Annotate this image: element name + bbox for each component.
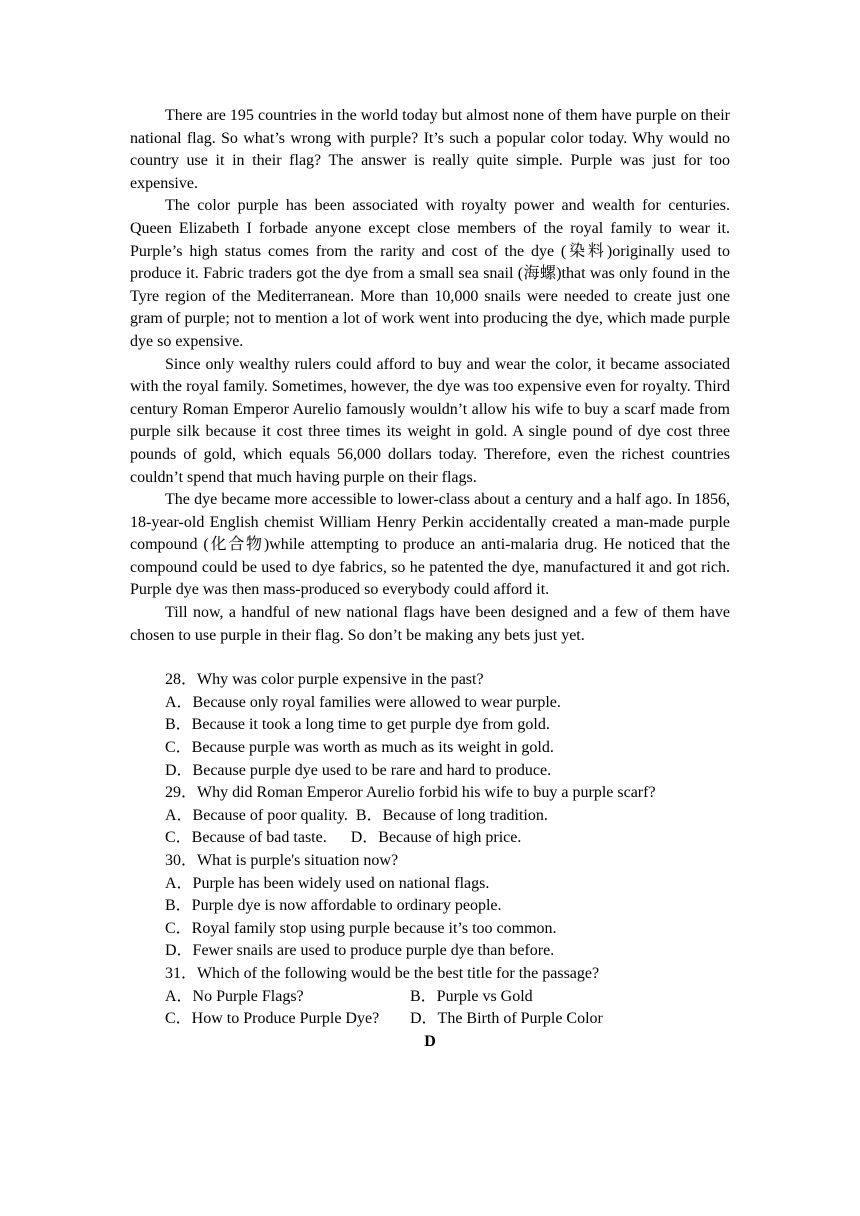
option-b: B．Purple dye is now affordable to ordinary people.	[165, 897, 502, 915]
question-stem: 30．What is purple's situation now?	[165, 852, 399, 869]
options-row-1	[130, 986, 730, 1009]
question-28	[130, 669, 730, 782]
option-c: C．Because purple was worth as much as its weight in gold.	[165, 739, 554, 757]
passage-paragraph-1: There are 195 countries in the world today but almost none of them have purple on their national flag. So what’s wrong with purple? It’s such a popular color today. Why would no country use it in their flag? The answer is really quite simple. Purple was just for too expensive.	[130, 107, 730, 192]
option-d: D．Because purple dye used to be rare and hard to produce.	[165, 761, 552, 779]
passage-paragraph-3: Since only wealthy rulers could afford to buy and wear the color, it became associated with the royal family. Sometimes, however, the dye was too expensive even for royalty. Third century Roman Emperor Aurelio famously wouldn’t allow his wife to buy a scarf made from purple silk because it cost three times its weight in gold. A single pound of dye cost three pounds of gold, which equals 56,000 dollars today. Therefore, even the richest countries couldn’t spend that much having purple on their flags.	[130, 355, 730, 486]
question-31	[130, 963, 730, 1031]
document-page	[130, 105, 730, 1053]
option-d: D．The Birth of Purple Color	[410, 1010, 603, 1028]
question-stem: 29．Why did Roman Emperor Aurelio forbid his wife to buy a purple scarf?	[165, 784, 656, 802]
passage-paragraph-4: The dye became more accessible to lower-class about a century and a half ago. In 1856, 18-year-old English chemist William Henry Perkin accidentally created a man-made purple compound (化合物)while attempting to produce an anti-malaria drug. He noticed that the compound could be used to dye fabrics, so he patented the dye, manufactured it and got rich. Purple dye was then mass-produced so everybody could afford it.	[130, 491, 730, 599]
option-a: A．Purple has been widely used on national flags.	[165, 874, 490, 892]
question-stem: 31．Which of the following would be the best title for the passage?	[165, 964, 600, 982]
passage-paragraph-5: Till now, a handful of new national flags have been designed and a few of them have chosen to use purple in their flag. So don’t be making any bets just yet.	[130, 604, 730, 644]
section-letter-row	[130, 1031, 730, 1054]
section-letter: D	[424, 1032, 436, 1050]
question-29	[130, 782, 730, 850]
option-a: A．Because only royal families were allowed to wear purple.	[165, 693, 561, 711]
options-row-2	[130, 1008, 730, 1031]
options-c-d: C．Because of bad taste. D．Because of high price.	[165, 829, 522, 847]
question-30	[130, 850, 730, 963]
option-b: B．Because it took a long time to get purple dye from gold.	[165, 716, 550, 734]
option-b: B．Purple vs Gold	[410, 987, 533, 1005]
passage-paragraph-2: The color purple has been associated with royalty power and wealth for centuries. Queen Elizabeth I forbade anyone except close members of the royal family to wear it. Purple’s high status comes from the rarity and cost of the dye (染料)originally used to produce it. Fabric traders got the dye from a small sea snail (海螺)that was only found in the Tyre region of the Mediterranean. More than 10,000 snails were needed to create just one gram of purple; not to mention a lot of work went into producing the dye, which made purple dye so expensive.	[130, 197, 730, 350]
question-stem: 28．Why was color purple expensive in the past?	[165, 671, 484, 689]
options-a-b: A．Because of poor quality. B．Because of long tradition.	[165, 806, 548, 824]
option-a: A．No Purple Flags?	[165, 987, 304, 1005]
spacer	[130, 647, 730, 669]
option-c: C．How to Produce Purple Dye?	[165, 1010, 380, 1028]
option-d: D．Fewer snails are used to produce purple dye than before.	[165, 942, 555, 960]
option-c: C．Royal family stop using purple because it’s too common.	[165, 919, 557, 937]
